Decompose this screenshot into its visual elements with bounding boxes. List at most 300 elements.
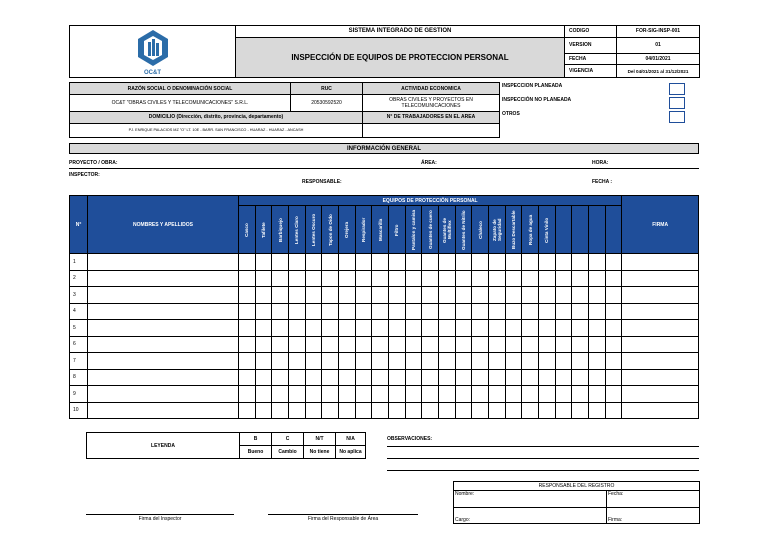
epp-check-cell[interactable] (388, 303, 405, 320)
epp-check-cell[interactable] (522, 303, 539, 320)
epp-check-cell[interactable] (488, 336, 505, 353)
epp-check-cell[interactable] (505, 320, 522, 337)
epp-check-cell[interactable] (455, 402, 472, 419)
epp-check-cell[interactable] (272, 353, 289, 370)
epp-check-cell[interactable] (372, 353, 389, 370)
epp-check-cell[interactable] (388, 336, 405, 353)
cargo-field[interactable]: Cargo: (454, 508, 607, 524)
epp-check-cell[interactable] (255, 336, 272, 353)
epp-check-cell[interactable] (305, 270, 322, 287)
epp-check-cell[interactable] (372, 320, 389, 337)
epp-check-cell[interactable] (455, 287, 472, 304)
actividad-value: OBRAS CIVILES Y PROYECTOS EN TELECOMUNICACIONES (363, 95, 500, 111)
epp-check-cell[interactable] (538, 353, 555, 370)
epp-check-cell[interactable] (488, 369, 505, 386)
epp-check-cell[interactable] (522, 254, 539, 271)
epp-check-cell[interactable] (572, 287, 589, 304)
epp-check-cell[interactable] (488, 402, 505, 419)
domicilio-value: PJ. ENRIQUE PALACIOS MZ "O" LT. 10E - BARR. SAN FRANCISCO - HUARAZ - HUARAZ - ANCASH (70, 123, 363, 137)
epp-check-cell[interactable] (438, 386, 455, 403)
epp-check-cell[interactable] (522, 386, 539, 403)
epp-check-cell[interactable] (605, 369, 622, 386)
epp-check-cell[interactable] (288, 287, 305, 304)
epp-check-cell[interactable] (605, 303, 622, 320)
epp-check-cell[interactable] (255, 353, 272, 370)
epp-check-cell[interactable] (405, 303, 422, 320)
legend-code: N/A (336, 433, 366, 446)
epp-check-cell[interactable] (288, 320, 305, 337)
row-number: 2 (70, 270, 88, 287)
epp-check-cell[interactable] (355, 336, 372, 353)
epp-check-cell[interactable] (355, 386, 372, 403)
epp-check-cell[interactable] (522, 270, 539, 287)
epp-check-cell[interactable] (405, 254, 422, 271)
epp-check-cell[interactable] (505, 353, 522, 370)
epp-check-cell[interactable] (422, 270, 439, 287)
epp-check-cell[interactable] (322, 270, 339, 287)
epp-check-cell[interactable] (505, 386, 522, 403)
epp-check-cell[interactable] (338, 287, 355, 304)
epp-check-cell[interactable] (522, 369, 539, 386)
epp-check-cell[interactable] (555, 254, 572, 271)
epp-check-cell[interactable] (272, 402, 289, 419)
epp-check-cell[interactable] (455, 303, 472, 320)
epp-check-cell[interactable] (388, 402, 405, 419)
epp-check-cell[interactable] (238, 369, 255, 386)
epp-column-header (588, 206, 605, 254)
epp-check-cell[interactable] (588, 402, 605, 419)
epp-check-cell[interactable] (372, 369, 389, 386)
epp-check-cell[interactable] (588, 369, 605, 386)
epp-check-cell[interactable] (355, 353, 372, 370)
name-cell[interactable] (88, 320, 239, 337)
epp-check-cell[interactable] (372, 270, 389, 287)
epp-check-cell[interactable] (338, 270, 355, 287)
epp-check-cell[interactable] (572, 254, 589, 271)
fecha-label: FECHA (565, 53, 617, 65)
epp-check-cell[interactable] (405, 336, 422, 353)
epp-check-cell[interactable] (238, 287, 255, 304)
epp-check-cell[interactable] (422, 287, 439, 304)
epp-check-cell[interactable] (438, 336, 455, 353)
epp-check-cell[interactable] (338, 303, 355, 320)
epp-check-cell[interactable] (388, 287, 405, 304)
epp-check-cell[interactable] (488, 303, 505, 320)
epp-check-cell[interactable] (405, 353, 422, 370)
epp-check-cell[interactable] (322, 254, 339, 271)
epp-check-cell[interactable] (305, 369, 322, 386)
epp-check-cell[interactable] (422, 254, 439, 271)
epp-check-cell[interactable] (372, 386, 389, 403)
epp-check-cell[interactable] (572, 270, 589, 287)
epp-check-cell[interactable] (255, 287, 272, 304)
epp-check-cell[interactable] (255, 386, 272, 403)
epp-check-cell[interactable] (522, 287, 539, 304)
epp-check-cell[interactable] (505, 254, 522, 271)
epp-check-cell[interactable] (288, 369, 305, 386)
epp-check-cell[interactable] (255, 303, 272, 320)
epp-check-cell[interactable] (588, 287, 605, 304)
epp-check-cell[interactable] (572, 303, 589, 320)
epp-check-cell[interactable] (472, 336, 489, 353)
epp-check-cell[interactable] (488, 287, 505, 304)
epp-check-cell[interactable] (422, 402, 439, 419)
epp-check-cell[interactable] (272, 336, 289, 353)
epp-title: EQUIPOS DE PROTECCIÓN PERSONAL (238, 196, 622, 206)
legend-meaning: No tiene (304, 446, 336, 459)
epp-check-cell[interactable] (488, 254, 505, 271)
epp-check-cell[interactable] (288, 386, 305, 403)
epp-check-cell[interactable] (405, 369, 422, 386)
epp-check-cell[interactable] (322, 353, 339, 370)
epp-check-cell[interactable] (555, 336, 572, 353)
epp-check-cell[interactable] (305, 386, 322, 403)
name-cell[interactable] (88, 303, 239, 320)
epp-check-cell[interactable] (505, 402, 522, 419)
epp-column-label: Pantalon y camisa (410, 209, 416, 250)
epp-check-cell[interactable] (405, 320, 422, 337)
epp-check-cell[interactable] (505, 336, 522, 353)
epp-check-cell[interactable] (255, 402, 272, 419)
epp-check-cell[interactable] (422, 353, 439, 370)
epp-check-cell[interactable] (455, 353, 472, 370)
epp-check-cell[interactable] (438, 369, 455, 386)
epp-check-cell[interactable] (472, 254, 489, 271)
epp-check-cell[interactable] (438, 303, 455, 320)
razon-value: OC&T "OBRAS CIVILES Y TELECOMUNICACIONES" S.R.L. (70, 95, 291, 111)
epp-check-cell[interactable] (472, 270, 489, 287)
epp-check-cell[interactable] (455, 369, 472, 386)
epp-check-cell[interactable] (455, 254, 472, 271)
epp-check-cell[interactable] (388, 270, 405, 287)
epp-check-cell[interactable] (538, 402, 555, 419)
epp-check-cell[interactable] (322, 369, 339, 386)
epp-check-cell[interactable] (288, 270, 305, 287)
epp-check-cell[interactable] (472, 287, 489, 304)
epp-check-cell[interactable] (422, 386, 439, 403)
epp-check-cell[interactable] (538, 336, 555, 353)
epp-check-cell[interactable] (405, 270, 422, 287)
epp-column-header (572, 206, 589, 254)
name-cell[interactable] (88, 336, 239, 353)
epp-check-cell[interactable] (455, 336, 472, 353)
epp-column-header (238, 206, 255, 254)
trabajadores-value[interactable] (363, 123, 500, 137)
epp-check-cell[interactable] (438, 254, 455, 271)
epp-check-cell[interactable] (488, 270, 505, 287)
epp-check-cell[interactable] (305, 402, 322, 419)
name-cell[interactable] (88, 369, 239, 386)
epp-check-cell[interactable] (372, 303, 389, 320)
epp-check-cell[interactable] (405, 402, 422, 419)
epp-check-cell[interactable] (305, 320, 322, 337)
epp-check-cell[interactable] (538, 369, 555, 386)
epp-check-cell[interactable] (588, 320, 605, 337)
company-block (69, 82, 700, 138)
inspector-signature-line[interactable] (86, 514, 234, 515)
epp-check-cell[interactable] (272, 320, 289, 337)
epp-check-cell[interactable] (572, 320, 589, 337)
firma-cell[interactable] (622, 320, 699, 337)
epp-column-header (338, 206, 355, 254)
epp-check-cell[interactable] (605, 270, 622, 287)
row-number: 3 (70, 287, 88, 304)
firma-cell[interactable] (622, 287, 699, 304)
name-cell[interactable] (88, 254, 239, 271)
trabajadores-label: N° DE TRABAJADORES EN EL AREA (363, 111, 500, 123)
epp-check-cell[interactable] (538, 287, 555, 304)
fecha-field[interactable]: Fecha: (607, 491, 700, 508)
epp-check-cell[interactable] (438, 287, 455, 304)
epp-check-cell[interactable] (605, 287, 622, 304)
epp-check-cell[interactable] (322, 303, 339, 320)
epp-check-cell[interactable] (555, 353, 572, 370)
epp-check-cell[interactable] (605, 402, 622, 419)
epp-check-cell[interactable] (538, 386, 555, 403)
firma-cell[interactable] (622, 369, 699, 386)
obs-line-2[interactable] (387, 458, 699, 459)
epp-check-cell[interactable] (488, 353, 505, 370)
epp-check-cell[interactable] (438, 320, 455, 337)
epp-check-cell[interactable] (305, 254, 322, 271)
epp-check-cell[interactable] (338, 402, 355, 419)
epp-check-cell[interactable] (272, 303, 289, 320)
epp-check-cell[interactable] (388, 254, 405, 271)
epp-check-cell[interactable] (338, 320, 355, 337)
epp-check-cell[interactable] (588, 270, 605, 287)
firma-cell[interactable] (622, 270, 699, 287)
epp-check-cell[interactable] (538, 270, 555, 287)
epp-check-cell[interactable] (605, 353, 622, 370)
nombre-field[interactable]: Nombre: (454, 491, 607, 508)
epp-check-cell[interactable] (472, 353, 489, 370)
epp-check-cell[interactable] (355, 369, 372, 386)
epp-check-cell[interactable] (238, 303, 255, 320)
name-cell[interactable] (88, 402, 239, 419)
epp-check-cell[interactable] (388, 386, 405, 403)
epp-check-cell[interactable] (405, 386, 422, 403)
epp-check-cell[interactable] (555, 270, 572, 287)
epp-check-cell[interactable] (572, 336, 589, 353)
epp-check-cell[interactable] (422, 369, 439, 386)
epp-check-cell[interactable] (488, 320, 505, 337)
epp-check-cell[interactable] (355, 287, 372, 304)
firma-field[interactable]: Firma: (607, 508, 700, 524)
epp-check-cell[interactable] (355, 402, 372, 419)
epp-check-cell[interactable] (588, 254, 605, 271)
epp-check-cell[interactable] (338, 254, 355, 271)
epp-check-cell[interactable] (288, 402, 305, 419)
epp-check-cell[interactable] (422, 336, 439, 353)
epp-check-cell[interactable] (555, 287, 572, 304)
epp-check-cell[interactable] (355, 270, 372, 287)
epp-check-cell[interactable] (472, 369, 489, 386)
firma-cell[interactable] (622, 336, 699, 353)
logo-cell (70, 26, 236, 78)
epp-check-cell[interactable] (255, 254, 272, 271)
epp-check-cell[interactable] (405, 287, 422, 304)
codigo-label: CODIGO (565, 26, 617, 38)
epp-check-cell[interactable] (422, 303, 439, 320)
epp-check-cell[interactable] (255, 369, 272, 386)
epp-check-cell[interactable] (305, 303, 322, 320)
epp-check-cell[interactable] (588, 336, 605, 353)
name-cell[interactable] (88, 270, 239, 287)
epp-check-cell[interactable] (372, 336, 389, 353)
table-row (70, 386, 699, 403)
epp-check-cell[interactable] (388, 320, 405, 337)
epp-check-cell[interactable] (355, 254, 372, 271)
legend-meaning: Cambio (272, 446, 304, 459)
epp-check-cell[interactable] (288, 353, 305, 370)
epp-check-cell[interactable] (272, 254, 289, 271)
name-cell[interactable] (88, 287, 239, 304)
epp-check-cell[interactable] (605, 320, 622, 337)
insp-planeada-checkbox[interactable] (669, 83, 685, 95)
epp-check-cell[interactable] (555, 320, 572, 337)
epp-check-cell[interactable] (388, 353, 405, 370)
epp-check-cell[interactable] (238, 254, 255, 271)
epp-check-cell[interactable] (522, 402, 539, 419)
epp-check-cell[interactable] (238, 320, 255, 337)
obs-line-1[interactable] (387, 446, 699, 447)
name-cell[interactable] (88, 386, 239, 403)
epp-check-cell[interactable] (372, 402, 389, 419)
firma-cell[interactable] (622, 402, 699, 419)
epp-check-cell[interactable] (455, 320, 472, 337)
responsable-signature-line[interactable] (268, 514, 418, 515)
epp-column-label: Barbiquejo (277, 217, 283, 242)
epp-column-header (522, 206, 539, 254)
epp-check-cell[interactable] (588, 353, 605, 370)
epp-check-cell[interactable] (288, 303, 305, 320)
obs-line-3[interactable] (387, 470, 699, 471)
epp-check-cell[interactable] (555, 303, 572, 320)
epp-check-cell[interactable] (372, 254, 389, 271)
epp-check-cell[interactable] (438, 270, 455, 287)
epp-check-cell[interactable] (238, 402, 255, 419)
insp-no-planeada-checkbox[interactable] (669, 97, 685, 109)
table-row (70, 369, 699, 386)
epp-check-cell[interactable] (305, 353, 322, 370)
registro-title: RESPONSABLE DEL REGISTRO (454, 482, 700, 491)
epp-check-cell[interactable] (238, 353, 255, 370)
epp-check-cell[interactable] (322, 320, 339, 337)
codigo-value: FOR-SIG-INSP-001 (617, 26, 700, 38)
proyecto-label: PROYECTO / OBRA: (69, 160, 118, 166)
epp-check-cell[interactable] (322, 402, 339, 419)
legend-label: LEYENDA (87, 433, 240, 459)
epp-check-cell[interactable] (272, 287, 289, 304)
epp-check-cell[interactable] (438, 353, 455, 370)
epp-check-cell[interactable] (272, 386, 289, 403)
firma-cell[interactable] (622, 353, 699, 370)
epp-check-cell[interactable] (288, 336, 305, 353)
epp-check-cell[interactable] (605, 336, 622, 353)
epp-check-cell[interactable] (605, 386, 622, 403)
epp-check-cell[interactable] (538, 254, 555, 271)
epp-check-cell[interactable] (272, 270, 289, 287)
firma-cell[interactable] (622, 303, 699, 320)
epp-check-cell[interactable] (522, 353, 539, 370)
epp-check-cell[interactable] (238, 270, 255, 287)
epp-check-cell[interactable] (338, 386, 355, 403)
epp-check-cell[interactable] (572, 402, 589, 419)
firma-cell[interactable] (622, 254, 699, 271)
epp-check-cell[interactable] (338, 369, 355, 386)
legend-meaning: Bueno (240, 446, 272, 459)
epp-check-cell[interactable] (338, 353, 355, 370)
epp-check-cell[interactable] (288, 254, 305, 271)
epp-check-cell[interactable] (472, 386, 489, 403)
epp-check-cell[interactable] (322, 336, 339, 353)
epp-check-cell[interactable] (522, 336, 539, 353)
epp-check-cell[interactable] (555, 386, 572, 403)
epp-check-cell[interactable] (355, 303, 372, 320)
otros-checkbox[interactable] (669, 111, 685, 123)
firma-cell[interactable] (622, 386, 699, 403)
epp-check-cell[interactable] (355, 320, 372, 337)
epp-check-cell[interactable] (438, 402, 455, 419)
epp-column-label: Guantes de cuero (427, 210, 433, 249)
epp-check-cell[interactable] (422, 320, 439, 337)
epp-check-cell[interactable] (472, 320, 489, 337)
epp-check-cell[interactable] (322, 287, 339, 304)
epp-check-cell[interactable] (505, 287, 522, 304)
epp-check-cell[interactable] (555, 369, 572, 386)
epp-check-cell[interactable] (455, 386, 472, 403)
epp-check-cell[interactable] (472, 303, 489, 320)
epp-check-cell[interactable] (272, 369, 289, 386)
epp-check-cell[interactable] (588, 386, 605, 403)
row-number: 10 (70, 402, 88, 419)
epp-check-cell[interactable] (572, 369, 589, 386)
epp-check-cell[interactable] (255, 270, 272, 287)
epp-check-cell[interactable] (522, 320, 539, 337)
name-cell[interactable] (88, 353, 239, 370)
epp-check-cell[interactable] (538, 303, 555, 320)
version-value: 01 (617, 37, 700, 53)
epp-check-cell[interactable] (322, 386, 339, 403)
epp-check-cell[interactable] (255, 320, 272, 337)
version-label: VERSION (565, 37, 617, 53)
epp-column-header (472, 206, 489, 254)
epp-check-cell[interactable] (555, 402, 572, 419)
epp-check-cell[interactable] (338, 336, 355, 353)
epp-check-cell[interactable] (572, 386, 589, 403)
epp-check-cell[interactable] (605, 254, 622, 271)
epp-check-cell[interactable] (505, 303, 522, 320)
epp-check-cell[interactable] (388, 369, 405, 386)
epp-check-cell[interactable] (472, 402, 489, 419)
epp-check-cell[interactable] (505, 369, 522, 386)
epp-check-cell[interactable] (538, 320, 555, 337)
epp-check-cell[interactable] (505, 270, 522, 287)
epp-check-cell[interactable] (305, 287, 322, 304)
epp-check-cell[interactable] (488, 386, 505, 403)
table-row (70, 270, 699, 287)
epp-check-cell[interactable] (238, 386, 255, 403)
epp-check-cell[interactable] (372, 287, 389, 304)
epp-check-cell[interactable] (238, 336, 255, 353)
epp-check-cell[interactable] (455, 270, 472, 287)
epp-check-cell[interactable] (572, 353, 589, 370)
row-number: 5 (70, 320, 88, 337)
epp-check-cell[interactable] (305, 336, 322, 353)
epp-check-cell[interactable] (588, 303, 605, 320)
fecha-value: 04/01/2021 (617, 53, 700, 65)
epp-column-label: Zapato de Seguridad (491, 218, 502, 241)
